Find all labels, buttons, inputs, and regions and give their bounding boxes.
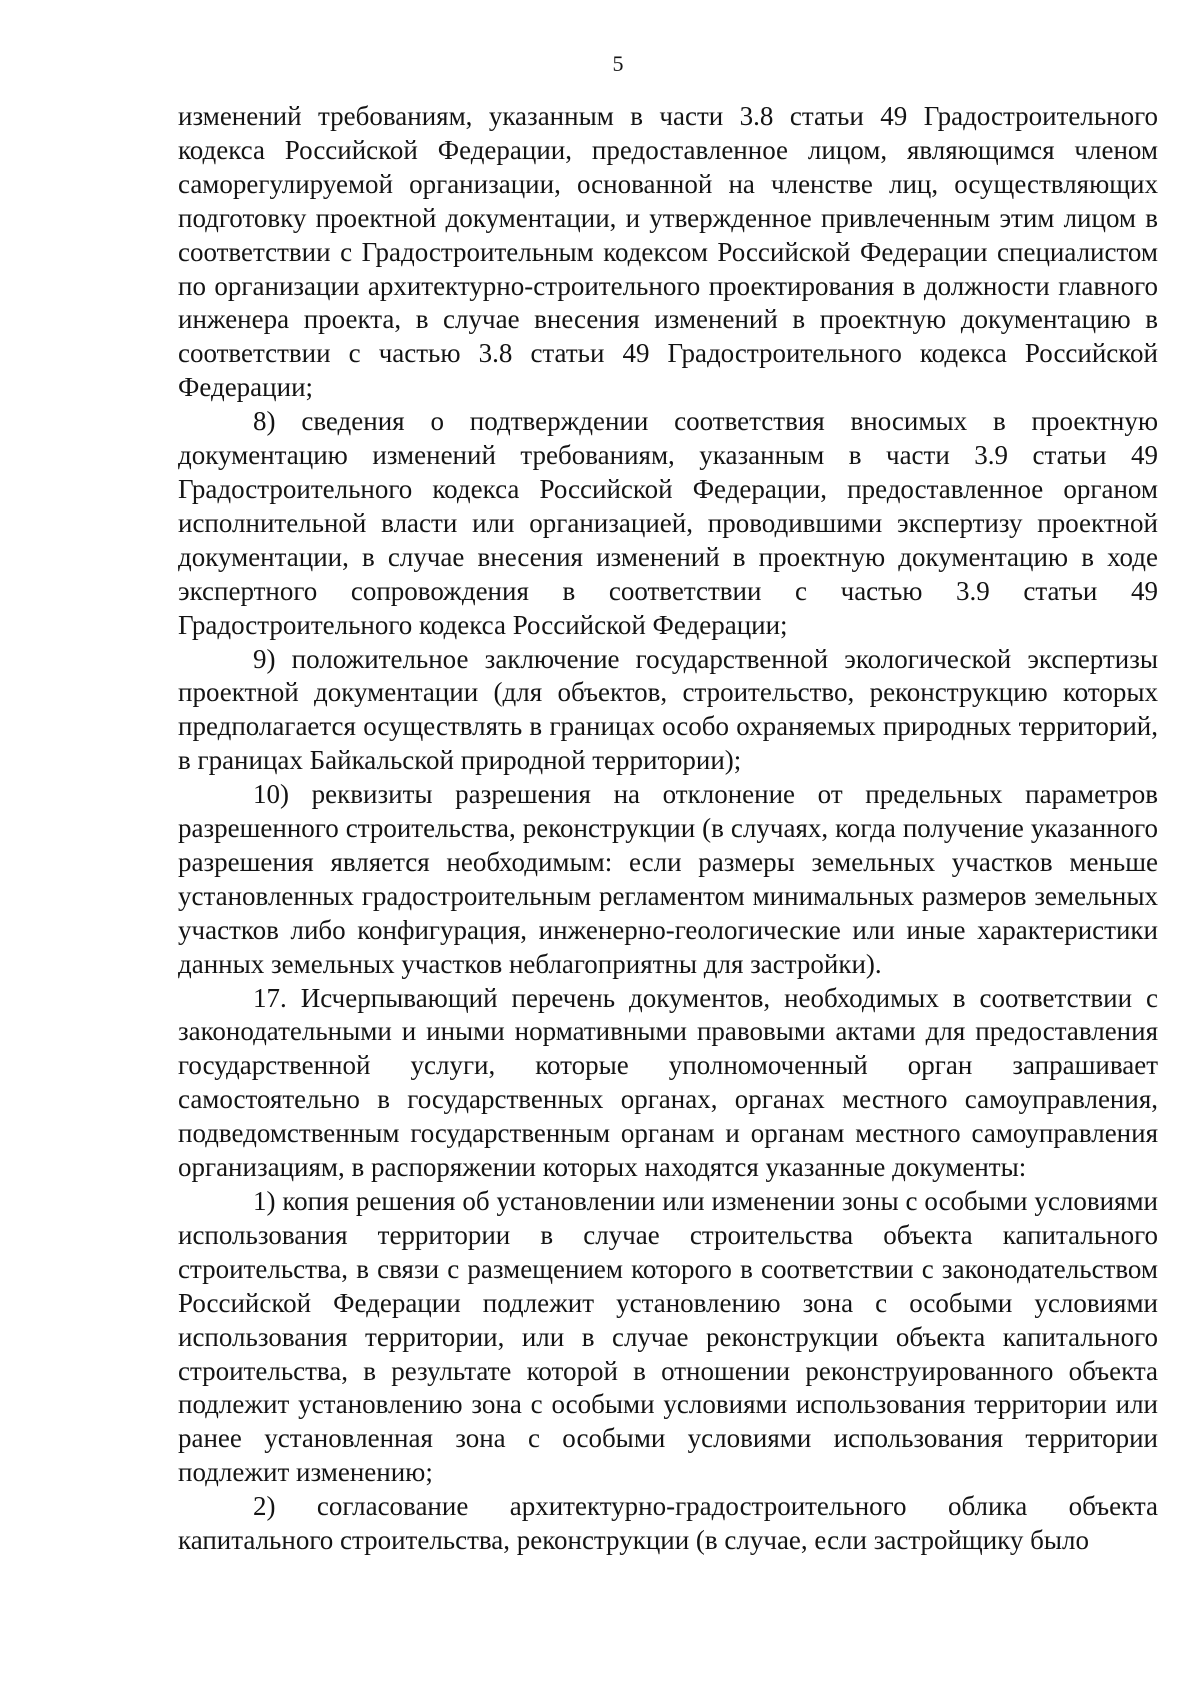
document-body bbox=[178, 100, 1158, 1558]
paragraph-item-10: 10) реквизиты разрешения на отклонение от предельных параметров разрешенного строительства, реконструкции (в случаях, когда получение указанного разрешения является необходимым: если размеры земельных участков меньше установленных градостроительным регламентом минимальных размеров земельных участков либо конфигурация, инженерно-геологические или иные характеристики данных земельных участков неблагоприятны для застройки). bbox=[178, 779, 1158, 979]
paragraph-item-9: 9) положительное заключение государственной экологической экспертизы проектной документации (для объектов, строительство, реконструкцию которых предполагается осуществлять в границах особо охраняемых природных территорий, в границах Байкальской природной территории); bbox=[178, 643, 1158, 776]
paragraph-continuation: изменений требованиям, указанным в части 3.8 статьи 49 Градостроительного кодекса Российской Федерации, предоставленное лицом, являющимся членом саморегулируемой организации, основанной на членстве лиц, осуществляющих подготовку проектной документации, и утвержденное привлеченным этим лицом в соответствии с Градостроительным кодексом Российской Федерации специалистом по организации архитектурно-строительного проектирования в должности главного инженера проекта, в случае внесения изменений в проектную документацию в соответствии с частью 3.8 статьи 49 Градостроительного кодекса Российской Федерации; bbox=[178, 101, 1158, 403]
paragraph-item-8: 8) сведения о подтверждении соответствия вносимых в проектную документацию изменений требованиям, указанным в части 3.9 статьи 49 Градостроительного кодекса Российской Федерации, предоставленное органом исполнительной власти или организацией, проводившими экспертизу проектной документации, в случае внесения изменений в проектную документацию в ходе экспертного сопровождения в соответствии с частью 3.9 статьи 49 Градостроительного кодекса Российской Федерации; bbox=[178, 406, 1158, 640]
page-number: 5 bbox=[612, 51, 624, 76]
paragraph-section-17: 17. Исчерпывающий перечень документов, необходимых в соответствии с законодательными и иными нормативными правовыми актами для предоставления государственной услуги, которые уполномоченный орган запрашивает самостоятельно в государственных органах, органах местного самоуправления, подведомственным государственным органам и органам местного самоуправления организациям, в распоряжении которых находятся указанные документы: bbox=[178, 982, 1158, 1183]
paragraph-item-2: 2) согласование архитектурно-градостроительного облика объекта капитального строительства, реконструкции (в случае, если застройщику было bbox=[178, 1491, 1158, 1556]
paragraph-item-1: 1) копия решения об установлении или изменении зоны с особыми условиями использования территории в случае строительства объекта капитального строительства, в связи с размещением которого в соответствии с законодательством Российской Федерации подлежит установлению зона с особыми условиями использования территории, или в случае реконструкции объекта капитального строительства, в результате которой в отношении реконструированного объекта подлежит установлению зона с особыми условиями использования территории или ранее установленная зона с особыми условиями использования территории подлежит изменению; bbox=[178, 1186, 1158, 1488]
